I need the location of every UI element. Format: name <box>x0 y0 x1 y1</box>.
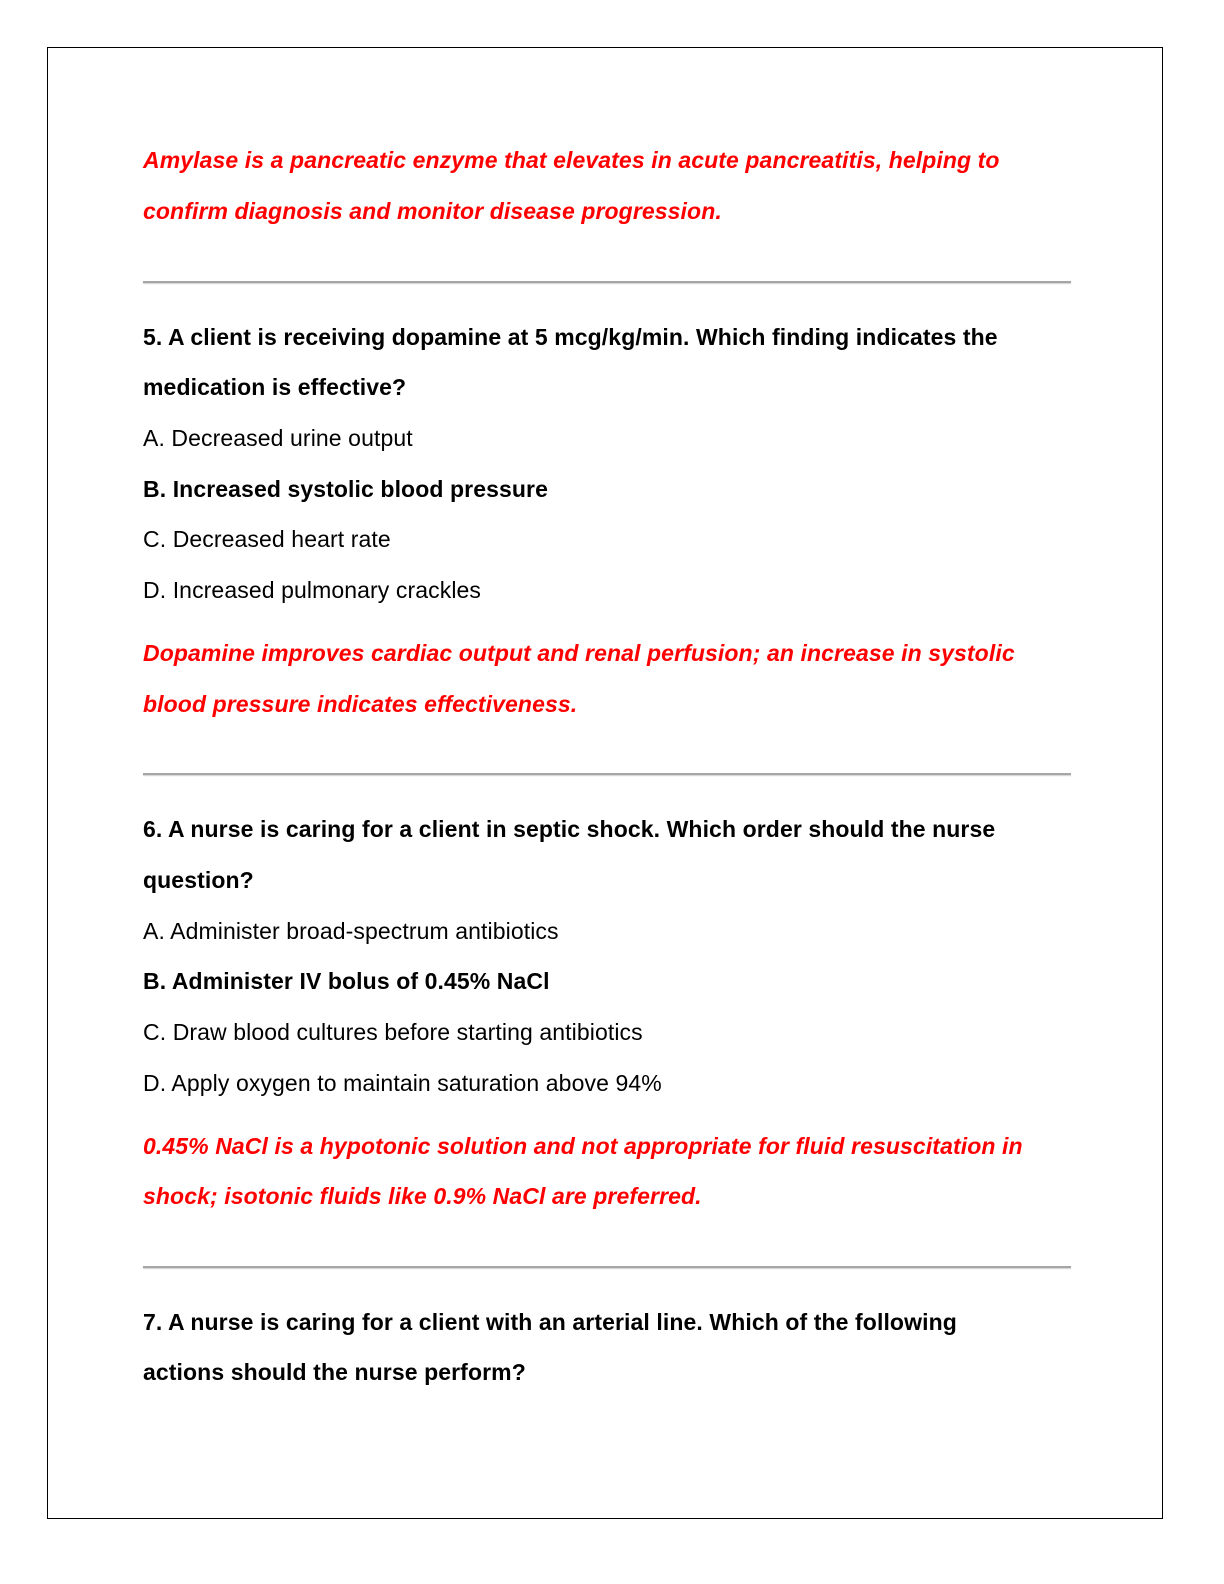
question-6-option-a: A. Administer broad-spectrum antibiotics <box>143 918 559 944</box>
question-6-option-b-correct: B. Administer IV bolus of 0.45% NaCl <box>143 968 550 994</box>
question-7-line-1: 7. A nurse is caring for a client with an arterial line. Which of the following <box>143 1309 957 1335</box>
rationale-5-line-1: Dopamine improves cardiac output and renal perfusion; an increase in systolic <box>143 640 1015 666</box>
question-5-option-a: A. Decreased urine output <box>143 425 413 451</box>
divider <box>143 773 1071 775</box>
question-6-option-d: D. Apply oxygen to maintain saturation above 94% <box>143 1070 662 1096</box>
rationale-4-line-2: confirm diagnosis and monitor disease progression. <box>143 198 722 224</box>
question-6-line-1: 6. A nurse is caring for a client in septic shock. Which order should the nurse <box>143 816 996 842</box>
question-7-line-2: actions should the nurse perform? <box>143 1359 526 1385</box>
divider <box>143 1266 1071 1268</box>
rationale-5-line-2: blood pressure indicates effectiveness. <box>143 691 578 717</box>
divider <box>143 281 1071 283</box>
question-5-line-1: 5. A client is receiving dopamine at 5 mcg/kg/min. Which finding indicates the <box>143 324 998 350</box>
question-6-option-c: C. Draw blood cultures before starting antibiotics <box>143 1019 643 1045</box>
rationale-6-line-2: shock; isotonic fluids like 0.9% NaCl are preferred. <box>143 1183 702 1209</box>
rationale-4-line-1: Amylase is a pancreatic enzyme that elevates in acute pancreatitis, helping to <box>143 147 1000 173</box>
question-5-option-d: D. Increased pulmonary crackles <box>143 577 482 603</box>
question-6-line-2: question? <box>143 867 254 893</box>
question-5-line-2: medication is effective? <box>143 374 407 400</box>
question-5-option-b-correct: B. Increased systolic blood pressure <box>143 476 548 502</box>
page-border <box>47 47 1163 1519</box>
question-5-option-c: C. Decreased heart rate <box>143 526 391 552</box>
rationale-6-line-1: 0.45% NaCl is a hypotonic solution and not appropriate for fluid resuscitation in <box>143 1133 1023 1159</box>
